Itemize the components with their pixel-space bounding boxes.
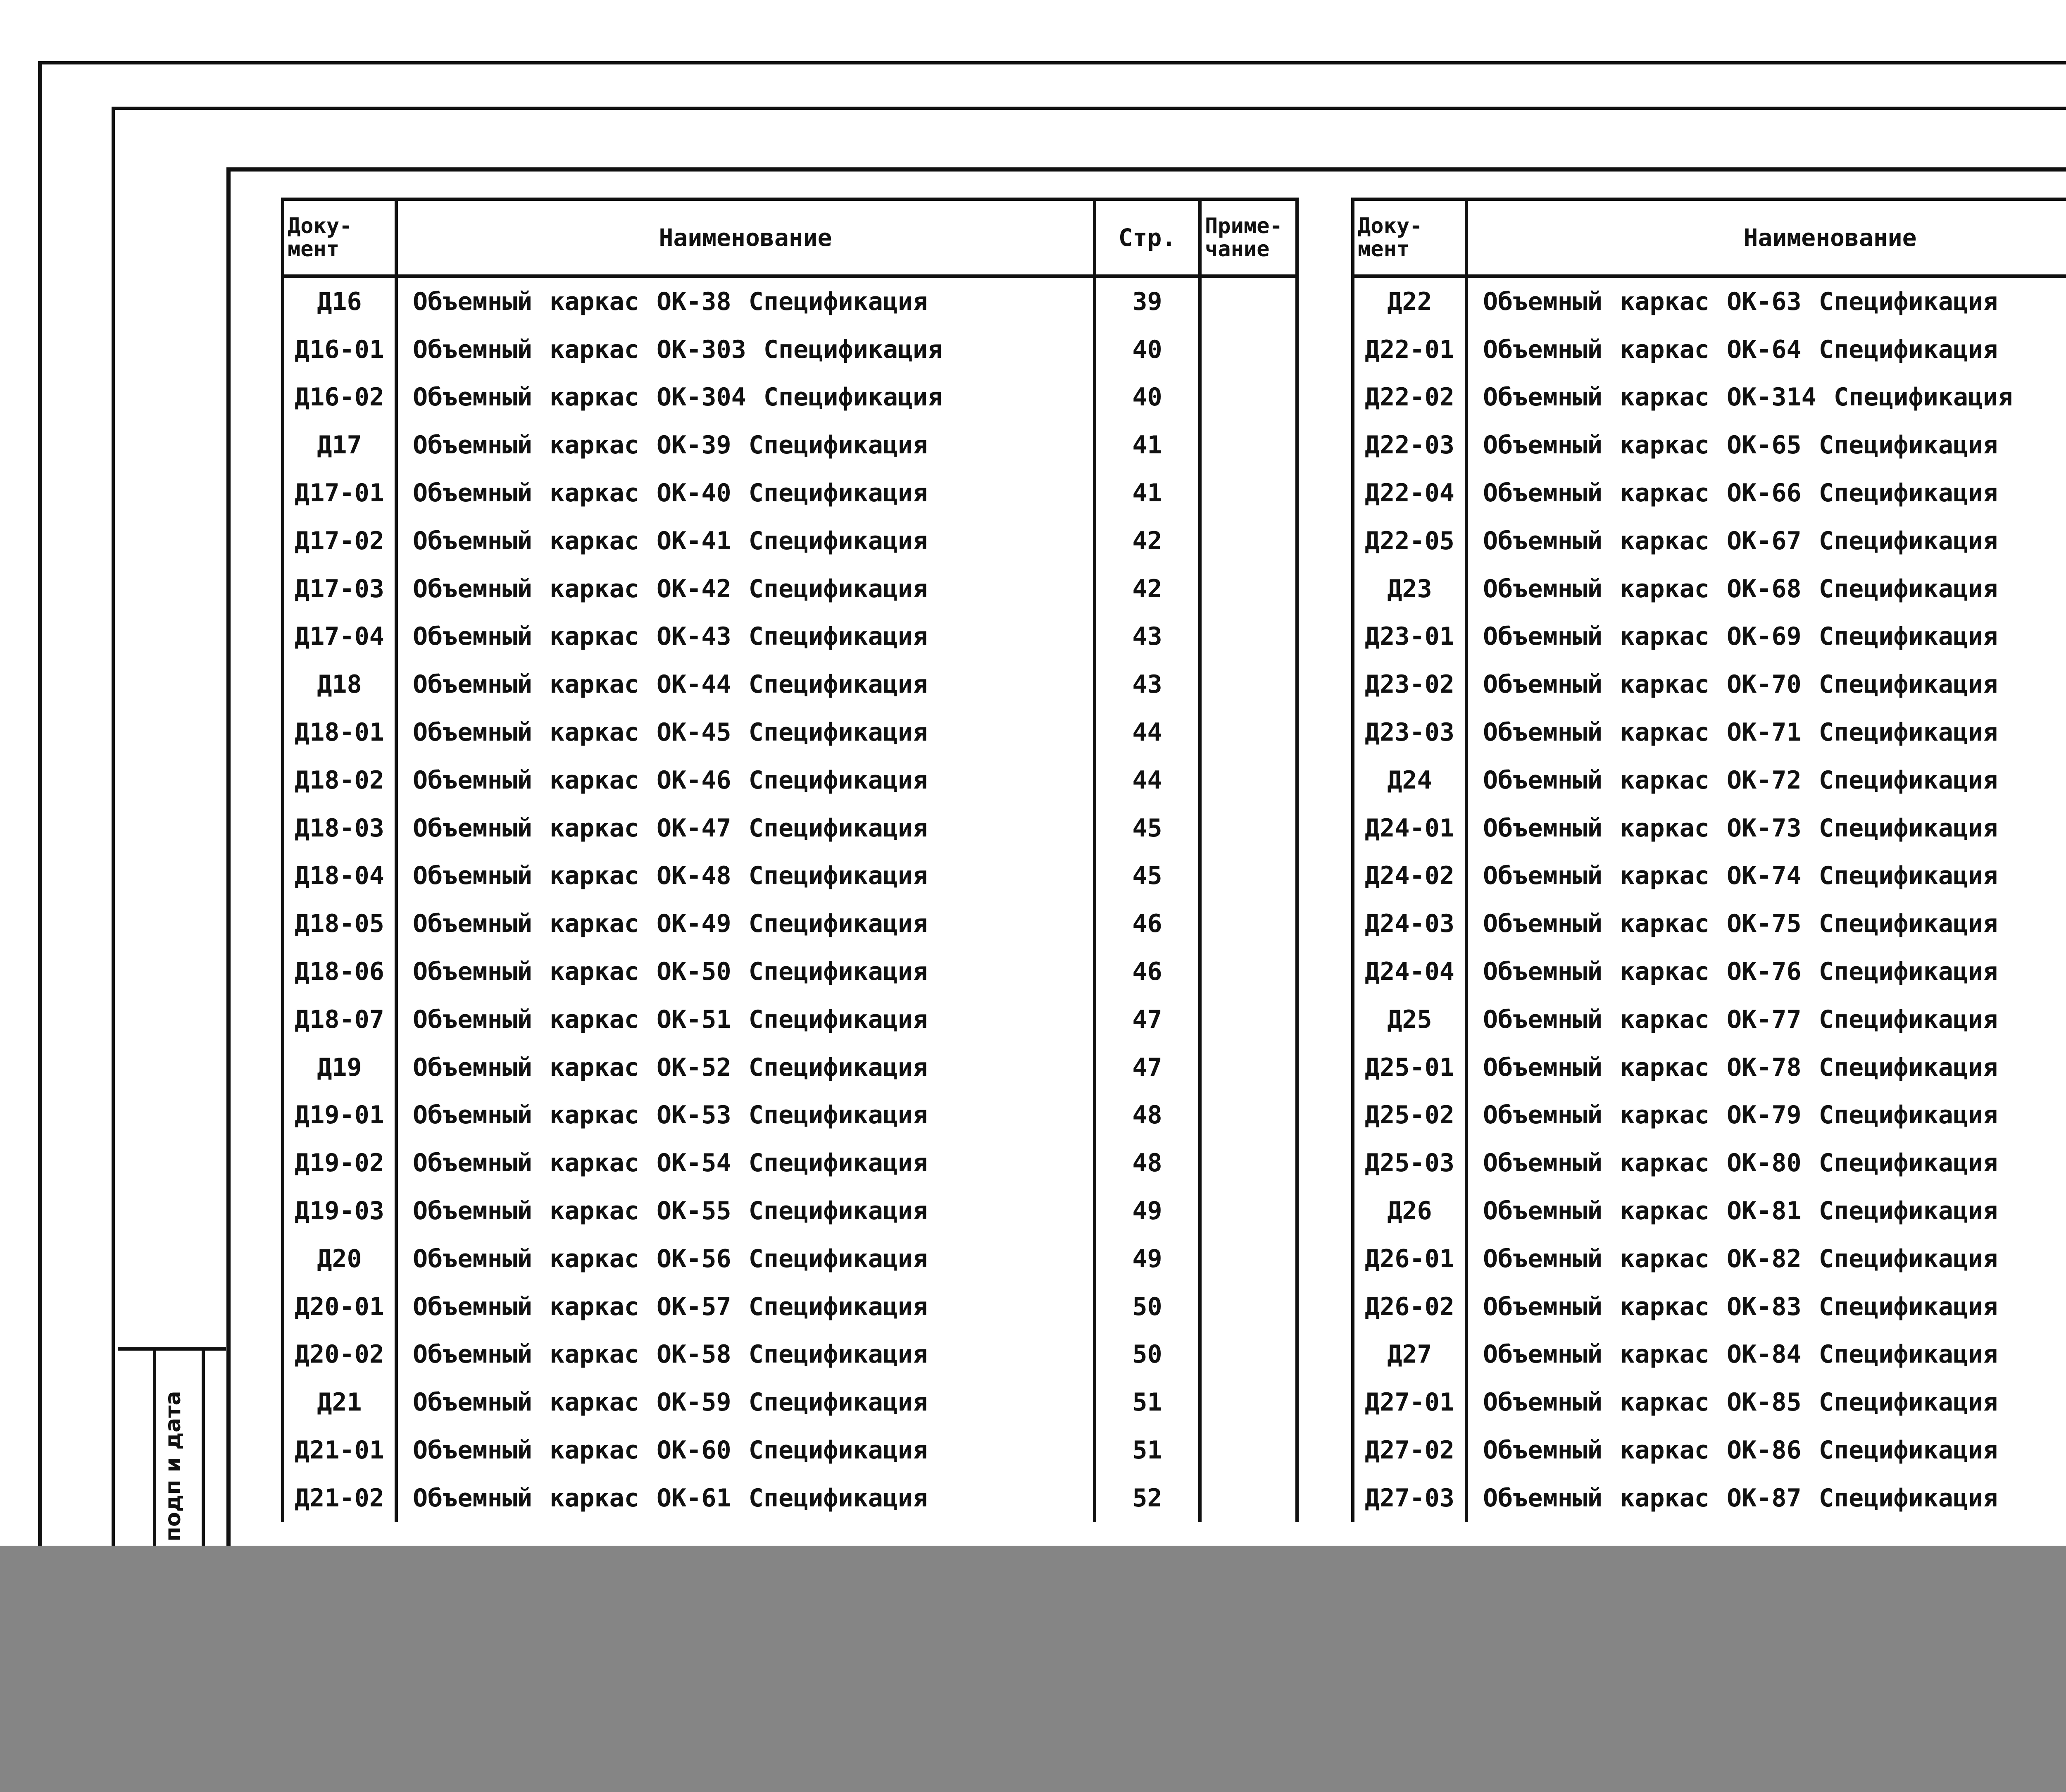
note-cell: [1200, 1139, 1297, 1187]
doc-cell: Д23-02: [1353, 660, 1466, 708]
doc-cell: Д18-01: [283, 708, 396, 756]
note-cell: [1200, 1331, 1297, 1379]
name-cell: Объемный каркас ОК-303 Спецификация: [396, 326, 1095, 374]
table-row: [1353, 660, 2066, 708]
doc-cell: Д22: [1353, 276, 1466, 326]
table-row: [1353, 708, 2066, 756]
table-body-right: [1353, 276, 2066, 1522]
doc-cell: Д25-01: [1353, 1044, 1466, 1091]
name-cell: Объемный каркас ОК-71 Спецификация: [1466, 708, 2066, 756]
name-cell: Объемный каркас ОК-304 Спецификация: [396, 374, 1095, 422]
table-row: [1353, 1474, 2066, 1522]
doc-cell: Д27-01: [1353, 1378, 1466, 1426]
name-cell: Объемный каркас ОК-61 Спецификация: [396, 1474, 1095, 1522]
doc-cell: Д25: [1353, 996, 1466, 1044]
name-cell: Объемный каркас ОК-86 Спецификация: [1466, 1426, 2066, 1474]
note-cell: [1200, 996, 1297, 1044]
page-cell: 45: [1095, 852, 1200, 900]
page-cell: 46: [1095, 948, 1200, 996]
doc-cell: Д18-02: [283, 756, 396, 804]
page-cell: 48: [1095, 1091, 1200, 1139]
doc-cell: Д18-04: [283, 852, 396, 900]
table-row: [1353, 996, 2066, 1044]
name-cell: Объемный каркас ОК-58 Спецификация: [396, 1331, 1095, 1379]
table-row: [1353, 756, 2066, 804]
doc-cell: Д27-02: [1353, 1426, 1466, 1474]
page-cell: 51: [1095, 1378, 1200, 1426]
table-row: [1353, 326, 2066, 374]
doc-cell: Д18: [283, 660, 396, 708]
table-body-left: [283, 276, 1297, 1522]
doc-cell: Д21: [283, 1378, 396, 1426]
doc-cell: Д17-04: [283, 613, 396, 661]
doc-cell: Д20-02: [283, 1331, 396, 1379]
name-cell: Объемный каркас ОК-50 Спецификация: [396, 948, 1095, 996]
table-row: [1353, 1378, 2066, 1426]
name-cell: Объемный каркас ОК-79 Спецификация: [1466, 1091, 2066, 1139]
doc-cell: Д21-02: [283, 1474, 396, 1522]
note-cell: [1200, 326, 1297, 374]
doc-cell: Д26: [1353, 1187, 1466, 1235]
name-cell: Объемный каркас ОК-46 Спецификация: [396, 756, 1095, 804]
note-cell: [1200, 613, 1297, 661]
name-cell: Объемный каркас ОК-77 Спецификация: [1466, 996, 2066, 1044]
spec-table-left: [281, 198, 1299, 1522]
note-cell: [1200, 1378, 1297, 1426]
table-row: [283, 1474, 1297, 1522]
doc-cell: Д18-05: [283, 900, 396, 948]
name-cell: Объемный каркас ОК-42 Спецификация: [396, 565, 1095, 613]
table-row: [283, 852, 1297, 900]
page-cell: 42: [1095, 517, 1200, 565]
note-cell: [1200, 948, 1297, 996]
page-cell: 52: [1095, 1474, 1200, 1522]
page-cell: 44: [1095, 708, 1200, 756]
note-cell: [1200, 565, 1297, 613]
doc-cell: Д16-01: [283, 326, 396, 374]
page-cell: 43: [1095, 613, 1200, 661]
name-cell: Объемный каркас ОК-44 Спецификация: [396, 660, 1095, 708]
table-row: [1353, 421, 2066, 469]
header-row: [1353, 199, 2066, 276]
doc-cell: Д18-03: [283, 804, 396, 852]
note-cell: [1200, 517, 1297, 565]
doc-cell: Д23-03: [1353, 708, 1466, 756]
table-row: [283, 469, 1297, 517]
name-cell: Объемный каркас ОК-67 Спецификация: [1466, 517, 2066, 565]
name-cell: Объемный каркас ОК-74 Спецификация: [1466, 852, 2066, 900]
name-cell: Объемный каркас ОК-66 Спецификация: [1466, 469, 2066, 517]
table-row: [283, 1426, 1297, 1474]
page-cell: 47: [1095, 996, 1200, 1044]
page-cell: 41: [1095, 469, 1200, 517]
name-cell: Объемный каркас ОК-63 Спецификация: [1466, 276, 2066, 326]
header-note: Приме-чание: [1200, 199, 1297, 276]
doc-cell: Д19-03: [283, 1187, 396, 1235]
page-cell: 40: [1095, 374, 1200, 422]
table-row: [283, 1091, 1297, 1139]
doc-cell: Д23-01: [1353, 613, 1466, 661]
name-cell: Объемный каркас ОК-49 Спецификация: [396, 900, 1095, 948]
doc-cell: Д19: [283, 1044, 396, 1091]
doc-cell: Д17-01: [283, 469, 396, 517]
page-cell: 39: [1095, 276, 1200, 326]
note-cell: [1200, 852, 1297, 900]
name-cell: Объемный каркас ОК-47 Спецификация: [396, 804, 1095, 852]
name-cell: Объемный каркас ОК-85 Спецификация: [1466, 1378, 2066, 1426]
note-cell: [1200, 756, 1297, 804]
name-cell: Объемный каркас ОК-40 Спецификация: [396, 469, 1095, 517]
name-cell: Объемный каркас ОК-57 Спецификация: [396, 1283, 1095, 1331]
name-cell: Объемный каркас ОК-87 Спецификация: [1466, 1474, 2066, 1522]
table-row: [283, 948, 1297, 996]
page-cell: 50: [1095, 1283, 1200, 1331]
doc-cell: Д26-01: [1353, 1235, 1466, 1283]
table-row: [283, 756, 1297, 804]
header-document: Доку-мент: [283, 199, 396, 276]
doc-cell: Д17-02: [283, 517, 396, 565]
note-cell: [1200, 276, 1297, 326]
table-row: [1353, 1091, 2066, 1139]
table-row: [283, 565, 1297, 613]
name-cell: Объемный каркас ОК-39 Спецификация: [396, 421, 1095, 469]
name-cell: Объемный каркас ОК-38 Спецификация: [396, 276, 1095, 326]
doc-cell: Д24-03: [1353, 900, 1466, 948]
table-row: [283, 1139, 1297, 1187]
doc-cell: Д18-07: [283, 996, 396, 1044]
page-cell: 42: [1095, 565, 1200, 613]
page-cell: 47: [1095, 1044, 1200, 1091]
header-page: Стр.: [1095, 199, 1200, 276]
name-cell: Объемный каркас ОК-78 Спецификация: [1466, 1044, 2066, 1091]
doc-cell: Д24-01: [1353, 804, 1466, 852]
note-cell: [1200, 1187, 1297, 1235]
note-cell: [1200, 1044, 1297, 1091]
note-cell: [1200, 374, 1297, 422]
doc-cell: Д23: [1353, 565, 1466, 613]
name-cell: Объемный каркас ОК-64 Спецификация: [1466, 326, 2066, 374]
table-row: [283, 517, 1297, 565]
name-cell: Объемный каркас ОК-75 Спецификация: [1466, 900, 2066, 948]
name-cell: Объемный каркас ОК-60 Спецификация: [396, 1426, 1095, 1474]
doc-cell: Д25-02: [1353, 1091, 1466, 1139]
doc-cell: Д16: [283, 276, 396, 326]
table-row: [283, 660, 1297, 708]
table-row: [1353, 1044, 2066, 1091]
table-row: [1353, 517, 2066, 565]
name-cell: Объемный каркас ОК-76 Спецификация: [1466, 948, 2066, 996]
doc-cell: Д27-03: [1353, 1474, 1466, 1522]
name-cell: Объемный каркас ОК-70 Спецификация: [1466, 660, 2066, 708]
table-row: [283, 1331, 1297, 1379]
name-cell: Объемный каркас ОК-65 Спецификация: [1466, 421, 2066, 469]
name-cell: Объемный каркас ОК-48 Спецификация: [396, 852, 1095, 900]
note-cell: [1200, 469, 1297, 517]
doc-cell: Д19-01: [283, 1091, 396, 1139]
table-row: [283, 613, 1297, 661]
doc-cell: Д24-02: [1353, 852, 1466, 900]
page-cell: 44: [1095, 756, 1200, 804]
doc-cell: Д22-03: [1353, 421, 1466, 469]
name-cell: Объемный каркас ОК-72 Спецификация: [1466, 756, 2066, 804]
name-cell: Объемный каркас ОК-73 Спецификация: [1466, 804, 2066, 852]
name-cell: Объемный каркас ОК-59 Спецификация: [396, 1378, 1095, 1426]
stamp-label: подп и дата: [161, 1391, 186, 1542]
table-row: [1353, 900, 2066, 948]
table-row: [283, 1187, 1297, 1235]
name-cell: Объемный каркас ОК-84 Спецификация: [1466, 1331, 2066, 1379]
table-row: [1353, 469, 2066, 517]
note-cell: [1200, 1283, 1297, 1331]
name-cell: Объемный каркас ОК-82 Спецификация: [1466, 1235, 2066, 1283]
table-row: [283, 900, 1297, 948]
name-cell: Объемный каркас ОК-81 Спецификация: [1466, 1187, 2066, 1235]
note-cell: [1200, 660, 1297, 708]
page-cell: 43: [1095, 660, 1200, 708]
name-cell: Объемный каркас ОК-56 Спецификация: [396, 1235, 1095, 1283]
note-cell: [1200, 1474, 1297, 1522]
doc-cell: Д26-02: [1353, 1283, 1466, 1331]
table-row: [1353, 1331, 2066, 1379]
page-cell: 46: [1095, 900, 1200, 948]
note-cell: [1200, 708, 1297, 756]
page-cell: 40: [1095, 326, 1200, 374]
side-stamp: [118, 1347, 226, 1554]
note-cell: [1200, 1091, 1297, 1139]
table-row: [283, 1283, 1297, 1331]
table-row: [1353, 1283, 2066, 1331]
doc-cell: Д16-02: [283, 374, 396, 422]
name-cell: Объемный каркас ОК-43 Спецификация: [396, 613, 1095, 661]
table-row: [1353, 1187, 2066, 1235]
name-cell: Объемный каркас ОК-55 Спецификация: [396, 1187, 1095, 1235]
name-cell: Объемный каркас ОК-53 Спецификация: [396, 1091, 1095, 1139]
table-row: [283, 1235, 1297, 1283]
doc-cell: Д18-06: [283, 948, 396, 996]
doc-cell: Д22-02: [1353, 374, 1466, 422]
header-name: Наименование: [1466, 199, 2066, 276]
table-row: [1353, 1139, 2066, 1187]
page-cell: 48: [1095, 1139, 1200, 1187]
spec-table-right: [1351, 198, 2066, 1522]
note-cell: [1200, 1426, 1297, 1474]
name-cell: Объемный каркас ОК-51 Спецификация: [396, 996, 1095, 1044]
name-cell: Объемный каркас ОК-83 Спецификация: [1466, 1283, 2066, 1331]
table-row: [283, 1378, 1297, 1426]
page-cell: 41: [1095, 421, 1200, 469]
table-row: [283, 276, 1297, 326]
header-row: [283, 199, 1297, 276]
note-cell: [1200, 804, 1297, 852]
doc-cell: Д22-01: [1353, 326, 1466, 374]
note-cell: [1200, 900, 1297, 948]
table-row: [1353, 804, 2066, 852]
table-row: [283, 326, 1297, 374]
doc-cell: Д19-02: [283, 1139, 396, 1187]
doc-cell: Д20: [283, 1235, 396, 1283]
table-row: [1353, 374, 2066, 422]
table-row: [1353, 1426, 2066, 1474]
table-row: [1353, 276, 2066, 326]
doc-cell: Д20-01: [283, 1283, 396, 1331]
page-cell: 45: [1095, 804, 1200, 852]
note-cell: [1200, 1235, 1297, 1283]
table-row: [283, 374, 1297, 422]
table-row: [283, 421, 1297, 469]
table-row: [283, 804, 1297, 852]
name-cell: Объемный каркас ОК-45 Спецификация: [396, 708, 1095, 756]
name-cell: Объемный каркас ОК-314 Спецификация: [1466, 374, 2066, 422]
name-cell: Объемный каркас ОК-54 Спецификация: [396, 1139, 1095, 1187]
doc-cell: Д24: [1353, 756, 1466, 804]
table-row: [1353, 852, 2066, 900]
table-row: [283, 996, 1297, 1044]
page-cell: 49: [1095, 1187, 1200, 1235]
doc-cell: Д25-03: [1353, 1139, 1466, 1187]
name-cell: Объемный каркас ОК-68 Спецификация: [1466, 565, 2066, 613]
doc-cell: Д24-04: [1353, 948, 1466, 996]
page-cell: 50: [1095, 1331, 1200, 1379]
note-cell: [1200, 421, 1297, 469]
name-cell: Объемный каркас ОК-41 Спецификация: [396, 517, 1095, 565]
page-cell: 51: [1095, 1426, 1200, 1474]
header-document: Доку-мент: [1353, 199, 1466, 276]
redacted-band: [0, 1546, 2066, 1792]
name-cell: Объемный каркас ОК-80 Спецификация: [1466, 1139, 2066, 1187]
doc-cell: Д22-04: [1353, 469, 1466, 517]
table-row: [1353, 565, 2066, 613]
table-row: [1353, 613, 2066, 661]
doc-cell: Д21-01: [283, 1426, 396, 1474]
table-row: [1353, 1235, 2066, 1283]
table-row: [283, 708, 1297, 756]
doc-cell: Д17-03: [283, 565, 396, 613]
doc-cell: Д27: [1353, 1331, 1466, 1379]
table-row: [283, 1044, 1297, 1091]
page-cell: 49: [1095, 1235, 1200, 1283]
name-cell: Объемный каркас ОК-69 Спецификация: [1466, 613, 2066, 661]
header-name: Наименование: [396, 199, 1095, 276]
doc-cell: Д22-05: [1353, 517, 1466, 565]
name-cell: Объемный каркас ОК-52 Спецификация: [396, 1044, 1095, 1091]
doc-cell: Д17: [283, 421, 396, 469]
table-row: [1353, 948, 2066, 996]
